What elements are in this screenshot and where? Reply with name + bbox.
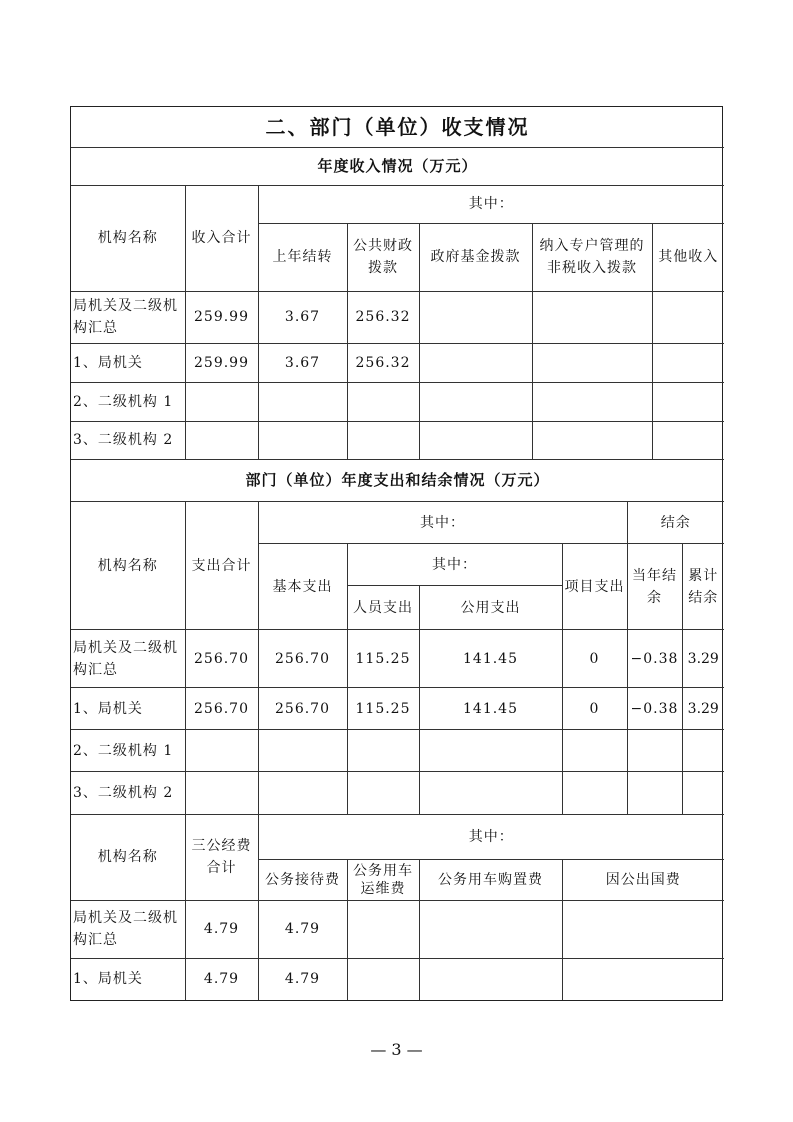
income-table <box>71 107 724 460</box>
table-row <box>71 630 724 688</box>
cell-total: 256.70 <box>185 688 258 730</box>
cell-empty <box>419 900 562 958</box>
header-total: 支出合计 <box>185 502 258 630</box>
cell-basic: 256.70 <box>258 630 347 688</box>
cell-name: 1、局机关 <box>71 343 185 382</box>
header-cum-balance: 累计结余 <box>682 544 724 630</box>
cell-name: 3、二级机构 2 <box>71 421 185 459</box>
budget-table <box>70 106 723 1001</box>
table-row <box>71 291 724 343</box>
cell-total: 259.99 <box>185 343 258 382</box>
cell-empty <box>258 382 347 421</box>
header-public-use: 公用支出 <box>419 586 562 630</box>
cell-name: 2、二级机构 1 <box>71 730 185 772</box>
cell-name: 局机关及二级机构汇总 <box>71 291 185 343</box>
cell-empty <box>185 772 258 815</box>
header-reception: 公务接待费 <box>258 859 347 900</box>
income-subtitle: 年度收入情况（万元） <box>71 147 724 185</box>
expense-table <box>71 460 724 816</box>
header-abroad: 因公出国费 <box>562 859 724 900</box>
cell-cum-balance: 3.29 <box>682 688 724 730</box>
header-of-which-2: 其中： <box>347 544 562 586</box>
table-row <box>71 900 724 958</box>
header-total: 收入合计 <box>185 185 258 291</box>
cell-public-use: 141.45 <box>419 688 562 730</box>
cell-empty <box>185 382 258 421</box>
cell-name: 1、局机关 <box>71 958 185 1000</box>
header-name: 机构名称 <box>71 502 185 630</box>
cell-empty <box>258 730 347 772</box>
header-balance: 结余 <box>627 502 724 544</box>
cell-public-use: 141.45 <box>419 630 562 688</box>
cell-empty <box>532 421 652 459</box>
cell-empty <box>419 772 562 815</box>
table-row <box>71 382 724 421</box>
table-row <box>71 958 724 1000</box>
header-basic: 基本支出 <box>258 544 347 630</box>
cell-empty <box>682 730 724 772</box>
header-fund: 政府基金拨款 <box>419 223 532 291</box>
cell-name: 1、局机关 <box>71 688 185 730</box>
cell-total: 256.70 <box>185 630 258 688</box>
cell-year-balance: −0.38 <box>627 630 682 688</box>
cell-empty <box>652 382 724 421</box>
table-row <box>71 772 724 815</box>
cell-empty <box>627 730 682 772</box>
cell-other <box>652 291 724 343</box>
cell-empty <box>532 382 652 421</box>
cell-empty <box>258 772 347 815</box>
page-number: — 3 — <box>370 1040 423 1059</box>
cell-empty <box>419 421 532 459</box>
page-title: 二、部门（单位）收支情况 <box>71 107 724 147</box>
cell-empty <box>185 421 258 459</box>
cell-empty <box>682 772 724 815</box>
cell-empty <box>347 772 419 815</box>
cell-personnel: 115.25 <box>347 688 419 730</box>
cell-nontax <box>532 343 652 382</box>
cell-cum-balance: 3.29 <box>682 630 724 688</box>
table-row <box>71 730 724 772</box>
cell-reception: 4.79 <box>258 958 347 1000</box>
cell-empty <box>419 730 562 772</box>
cell-empty <box>258 421 347 459</box>
expense-subtitle: 部门（单位）年度支出和结余情况（万元） <box>71 460 724 502</box>
cell-empty <box>185 730 258 772</box>
cell-fund <box>419 343 532 382</box>
header-vehicle-op: 公务用车运维费 <box>347 859 419 900</box>
header-name: 机构名称 <box>71 185 185 291</box>
cell-public: 256.32 <box>347 343 419 382</box>
cell-other <box>652 343 724 382</box>
three-public-table <box>71 815 724 1000</box>
cell-empty <box>562 958 724 1000</box>
cell-name: 局机关及二级机构汇总 <box>71 900 185 958</box>
cell-total: 4.79 <box>185 958 258 1000</box>
cell-empty <box>419 958 562 1000</box>
cell-empty <box>562 900 724 958</box>
cell-year-balance: −0.38 <box>627 688 682 730</box>
cell-total: 259.99 <box>185 291 258 343</box>
cell-empty <box>347 730 419 772</box>
cell-empty <box>347 958 419 1000</box>
cell-public: 256.32 <box>347 291 419 343</box>
header-project: 项目支出 <box>562 544 627 630</box>
header-vehicle-buy: 公务用车购置费 <box>419 859 562 900</box>
cell-total: 4.79 <box>185 900 258 958</box>
header-other: 其他收入 <box>652 223 724 291</box>
cell-project: 0 <box>562 688 627 730</box>
cell-empty <box>627 772 682 815</box>
header-total: 三公经费合计 <box>185 815 258 900</box>
header-of-which: 其中： <box>258 815 724 859</box>
cell-empty <box>347 382 419 421</box>
header-personnel: 人员支出 <box>347 586 419 630</box>
header-name: 机构名称 <box>71 815 185 900</box>
cell-carry: 3.67 <box>258 343 347 382</box>
cell-reception: 4.79 <box>258 900 347 958</box>
cell-empty <box>347 900 419 958</box>
cell-empty <box>419 382 532 421</box>
cell-project: 0 <box>562 630 627 688</box>
header-year-balance: 当年结余 <box>627 544 682 630</box>
cell-name: 3、二级机构 2 <box>71 772 185 815</box>
header-of-which: 其中： <box>258 185 724 223</box>
header-of-which: 其中： <box>258 502 627 544</box>
cell-empty <box>562 772 627 815</box>
table-row <box>71 688 724 730</box>
header-nontax: 纳入专户管理的非税收入拨款 <box>532 223 652 291</box>
header-public: 公共财政拨款 <box>347 223 419 291</box>
cell-name: 局机关及二级机构汇总 <box>71 630 185 688</box>
cell-carry: 3.67 <box>258 291 347 343</box>
cell-nontax <box>532 291 652 343</box>
cell-empty <box>652 421 724 459</box>
cell-empty <box>347 421 419 459</box>
cell-basic: 256.70 <box>258 688 347 730</box>
table-row <box>71 343 724 382</box>
cell-empty <box>562 730 627 772</box>
cell-fund <box>419 291 532 343</box>
cell-name: 2、二级机构 1 <box>71 382 185 421</box>
cell-personnel: 115.25 <box>347 630 419 688</box>
header-carry: 上年结转 <box>258 223 347 291</box>
table-row <box>71 421 724 459</box>
